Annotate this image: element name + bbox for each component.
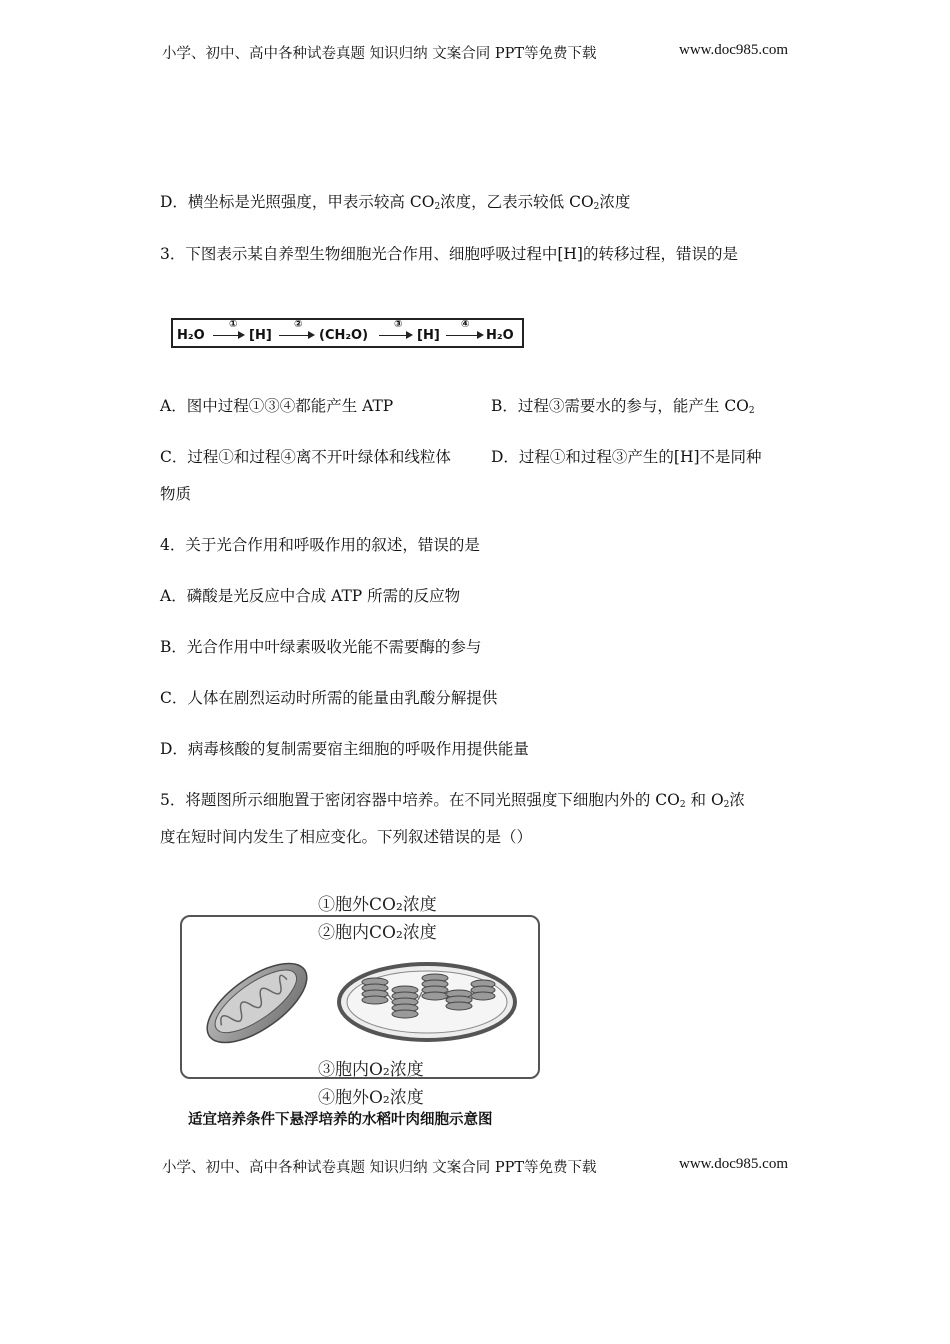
q4-option-c: C．人体在剧烈运动时所需的能量由乳酸分解提供	[160, 689, 498, 707]
q3-stem: 3．下图表示某自养型生物细胞光合作用、细胞呼吸过程中[H]的转移过程，错误的是	[160, 245, 738, 263]
flow-item-ch2o: (CH₂O)	[319, 328, 369, 343]
flow-arrow-4	[446, 335, 482, 336]
q3-option-d-line2: 物质	[160, 485, 192, 503]
q4-option-d: D．病毒核酸的复制需要宿主细胞的呼吸作用提供能量	[160, 740, 529, 758]
h-transfer-flow-diagram	[171, 318, 524, 348]
flow-arrow-2	[279, 335, 313, 336]
q3-option-a: A．图中过程①③④都能产生 ATP	[160, 397, 394, 415]
flow-step-4: ④	[461, 319, 470, 330]
figure-label-4: ④胞外O₂浓度	[318, 1088, 424, 1108]
figure-label-2: ②胞内CO₂浓度	[318, 923, 437, 943]
flow-arrow-1	[213, 335, 243, 336]
flow-item-h-2: [H]	[417, 328, 440, 343]
chloroplast-icon	[335, 960, 520, 1045]
q3-option-b: B．过程③需要水的参与，能产生 $CO_2$	[491, 397, 755, 416]
flow-step-3: ③	[394, 319, 403, 330]
page-footer	[162, 1156, 788, 1177]
flow-step-1: ①	[229, 319, 238, 330]
q2-option-d: D．横坐标是光照强度，甲表示较高 $CO_2$浓度，乙表示较低 $CO_2$浓度	[160, 193, 631, 212]
figure-caption: 适宜培养条件下悬浮培养的水稻叶肉细胞示意图	[188, 1112, 493, 1128]
q5-stem-line2: 度在短时间内发生了相应变化。下列叙述错误的是（）	[160, 828, 533, 846]
flow-item-h-1: [H]	[249, 328, 272, 343]
q3-option-c: C．过程①和过程④离不开叶绿体和线粒体	[160, 448, 451, 466]
mitochondrion-icon	[195, 955, 320, 1050]
page-header	[162, 42, 788, 63]
header-left-text: 小学、初中、高中各种试卷真题 知识归纳 文案合同 PPT等免费下载	[162, 46, 597, 62]
flow-step-2: ②	[294, 319, 303, 330]
header-url: www.doc985.com	[678, 42, 788, 58]
q3-option-d-line1: D．过程①和过程③产生的[H]不是同种	[491, 448, 762, 466]
figure-label-3: ③胞内O₂浓度	[318, 1060, 424, 1080]
flow-arrow-3	[379, 335, 411, 336]
flow-item-h2o-start: H₂O	[177, 328, 205, 343]
q4-option-b: B．光合作用中叶绿素吸收光能不需要酶的参与	[160, 638, 482, 656]
flow-item-h2o-end: H₂O	[486, 328, 514, 343]
q4-stem: 4．关于光合作用和呼吸作用的叙述，错误的是	[160, 536, 480, 554]
q4-option-a: A．磷酸是光反应中合成 ATP 所需的反应物	[160, 587, 461, 605]
figure-label-1: ①胞外CO₂浓度	[318, 895, 437, 915]
footer-url: www.doc985.com	[678, 1156, 788, 1172]
q5-stem-line1: 5．将题图所示细胞置于密闭容器中培养。在不同光照强度下细胞内外的 $CO_2$ 和 $O_2$浓	[160, 791, 745, 810]
footer-left-text: 小学、初中、高中各种试卷真题 知识归纳 文案合同 PPT等免费下载	[162, 1160, 597, 1176]
